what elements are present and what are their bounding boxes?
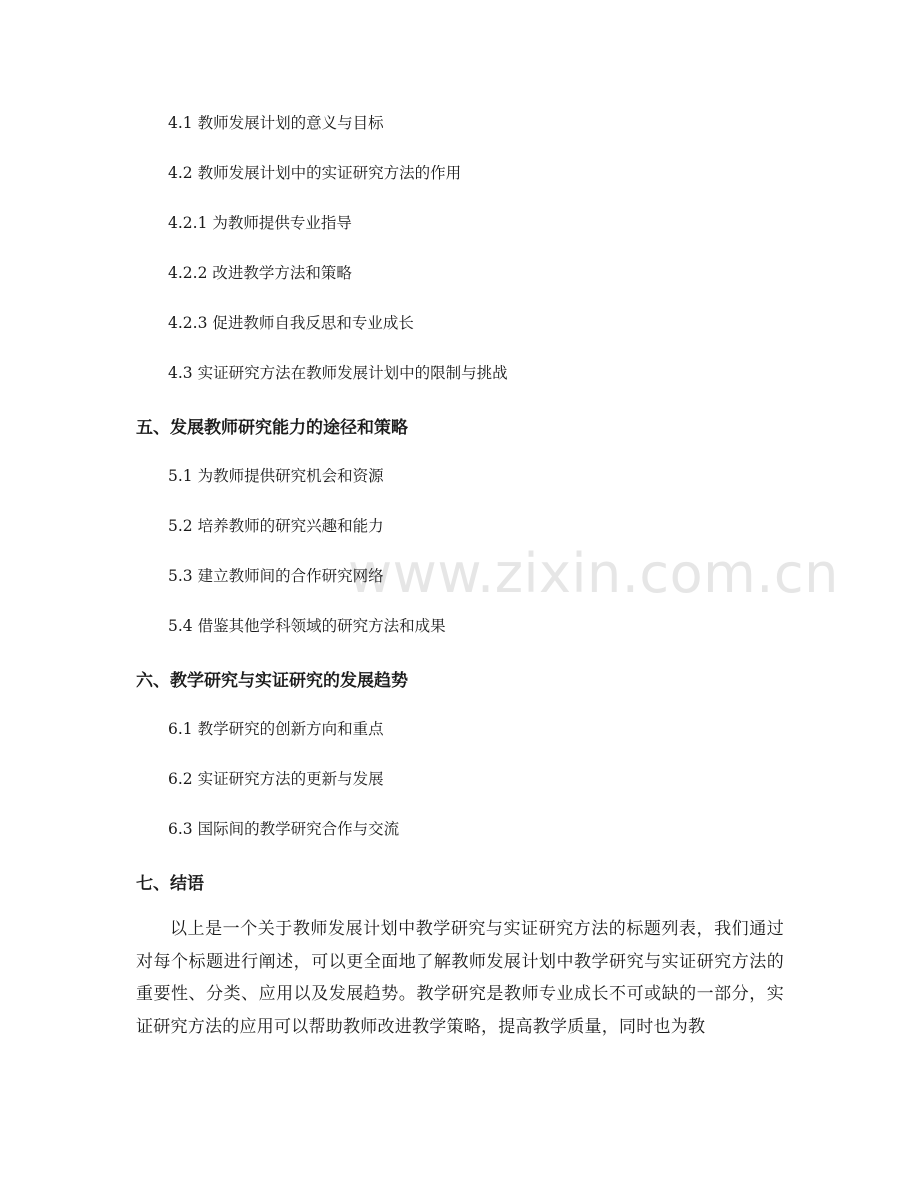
toc-item-5-3: 5.3 建立教师间的合作研究网络 <box>168 567 384 585</box>
section-heading-5: 五、发展教师研究能力的途径和策略 <box>136 418 408 438</box>
toc-item-4-3: 4.3 实证研究方法在教师发展计划中的限制与挑战 <box>168 364 508 382</box>
toc-item-4-2-2: 4.2.2 改进教学方法和策略 <box>168 264 352 282</box>
toc-item-4-2-1: 4.2.1 为教师提供专业指导 <box>168 214 352 232</box>
toc-item-5-1: 5.1 为教师提供研究机会和资源 <box>168 467 384 485</box>
toc-item-6-2: 6.2 实证研究方法的更新与发展 <box>168 770 384 788</box>
toc-item-5-2: 5.2 培养教师的研究兴趣和能力 <box>168 517 384 535</box>
toc-item-4-2-3: 4.2.3 促进教师自我反思和专业成长 <box>168 314 414 332</box>
section-heading-6: 六、教学研究与实证研究的发展趋势 <box>136 671 408 691</box>
toc-item-6-1: 6.1 教学研究的创新方向和重点 <box>168 720 384 738</box>
toc-item-4-1: 4.1 教师发展计划的意义与目标 <box>168 114 384 132</box>
toc-item-6-3: 6.3 国际间的教学研究合作与交流 <box>168 820 400 838</box>
toc-item-4-2: 4.2 教师发展计划中的实证研究方法的作用 <box>168 164 462 182</box>
watermark: www.zixin.com.cn <box>348 542 839 605</box>
section-heading-7: 七、结语 <box>136 874 204 894</box>
toc-item-5-4: 5.4 借鉴其他学科领域的研究方法和成果 <box>168 617 446 635</box>
conclusion-text: 以上是一个关于教师发展计划中教学研究与实证研究方法的标题列表，我们通过对每个标题进行阐述，可以更全面地了解教师发展计划中教学研究与实证研究方法的重要性、分类、应用以及发展趋势。教学研究是教师专业成长不可或缺的一部分，实证研究方法的应用可以帮助教师改进教学策略，提高教学质量，同时也为教 <box>136 919 784 1037</box>
conclusion-paragraph <box>136 913 784 1043</box>
